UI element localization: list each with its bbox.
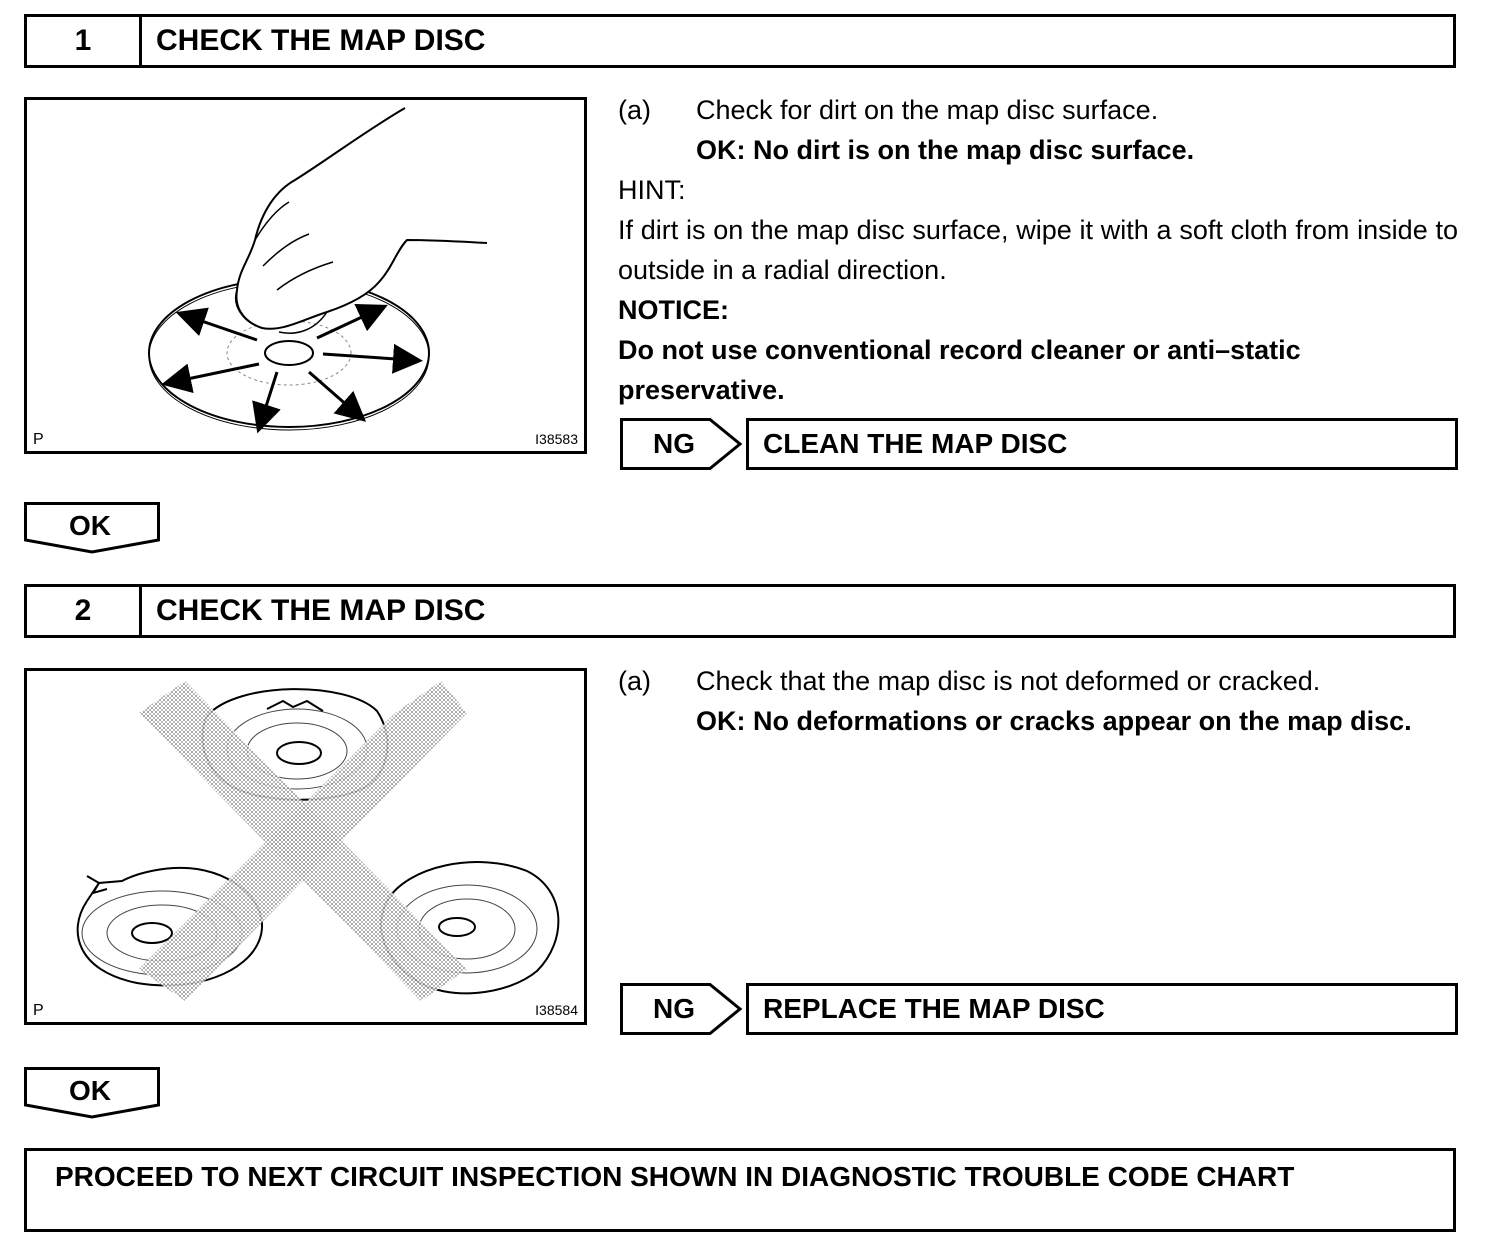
ok-label: OK [69,1075,111,1106]
item-text: Check that the map disc is not deformed or cracked. [696,666,1321,696]
notice-text: Do not use conventional record cleaner or anti–static preservative. [618,335,1301,405]
ng-action: CLEAN THE MAP DISC [746,418,1458,470]
step-2-instructions [618,661,1458,741]
item-label: (a) [618,666,651,696]
ok-criterion: OK: No deformations or cracks appear on the map disc. [696,706,1412,736]
final-action-box: PROCEED TO NEXT CIRCUIT INSPECTION SHOWN IN DIAGNOSTIC TROUBLE CODE CHART [24,1148,1456,1232]
hint-label: HINT: [618,175,686,205]
figure-code: I38584 [535,1002,578,1018]
ng-action: REPLACE THE MAP DISC [746,983,1458,1035]
ok-label: OK [69,510,111,541]
step-2-header [24,584,1456,638]
item-text: Check for dirt on the map disc surface. [696,95,1159,125]
figure-disc-cleaning [24,97,587,454]
disc-cleaning-illustration [27,100,584,451]
ng-branch-1 [620,418,1458,470]
step-number: 2 [27,587,142,635]
step-1-header [24,14,1456,68]
item-label: (a) [618,95,651,125]
instruction-item [618,661,1458,701]
ng-branch-2 [620,983,1458,1035]
step-number: 1 [27,17,142,65]
ng-label: NG [653,428,695,459]
ng-label: NG [653,993,695,1024]
hint-text: If dirt is on the map disc surface, wipe it with a soft cloth from inside to outside in a radial direction. [618,215,1458,285]
ok-branch-2 [24,1067,160,1119]
instruction-item [618,90,1458,130]
damaged-discs-illustration [27,671,584,1022]
step-1-instructions [618,90,1458,410]
figure-damaged-discs [24,668,587,1025]
ok-criterion: OK: No dirt is on the map disc surface. [696,135,1195,165]
figure-corner-label: P [33,1002,44,1019]
ok-branch-1 [24,502,160,554]
step-title: CHECK THE MAP DISC [156,594,486,627]
notice-label: NOTICE: [618,295,729,325]
figure-corner-label: P [33,431,44,448]
step-title: CHECK THE MAP DISC [156,24,486,57]
figure-code: I38583 [535,431,578,447]
